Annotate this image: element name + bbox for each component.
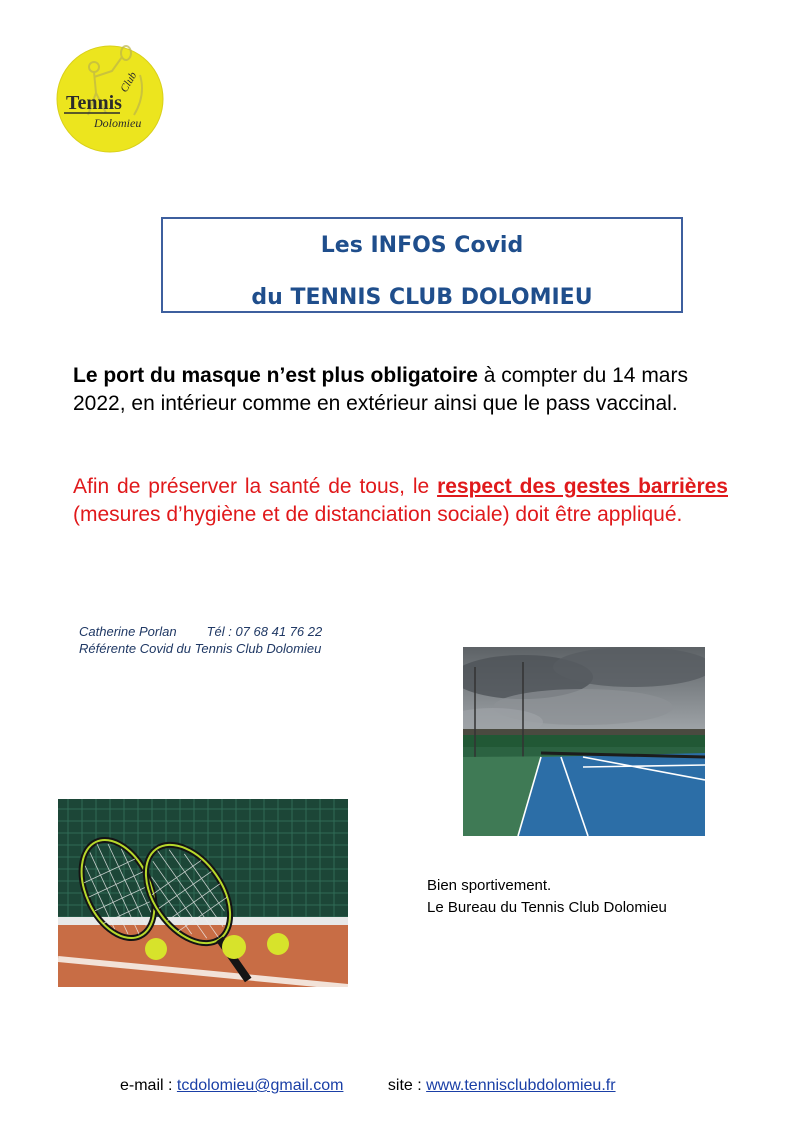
mask-announcement-bold: Le port du masque n’est plus obligatoire [73, 364, 478, 387]
contact-phone: Tél : 07 68 41 76 22 [206, 624, 323, 639]
rackets-and-balls-photo [58, 799, 348, 987]
signoff-line1: Bien sportivement. [427, 877, 552, 894]
club-logo [56, 45, 164, 153]
logo-text-place: Dolomieu [94, 116, 142, 130]
mask-announcement-rest: à compter du 14 mars 2022, en intérieur comme en extérieur ainsi que le pass vaccinal. [73, 364, 688, 415]
covid-contact [79, 623, 322, 657]
signoff [427, 875, 667, 919]
logo-text-main: Tennis [66, 92, 122, 114]
site-label: site : [387, 1077, 427, 1094]
email-link[interactable]: tcdolomieu@gmail.com [176, 1077, 344, 1094]
title-box [161, 217, 683, 313]
website-link[interactable]: www.tennisclubdolomieu.fr [426, 1077, 616, 1094]
mask-announcement [73, 362, 728, 418]
signoff-line2: Le Bureau du Tennis Club Dolomieu [427, 899, 667, 916]
barrier-gestures-notice [73, 473, 728, 529]
page-title-line2: du TENNIS CLUB DOLOMIEU [251, 285, 593, 310]
barrier-notice-rest: (mesures d’hygiène et de distanciation sociale) doit être appliqué. [73, 503, 683, 526]
contact-role: Référente Covid du Tennis Club Dolomieu [79, 641, 322, 656]
tennis-club-logo-icon [56, 45, 164, 153]
contact-name: Catherine Porlan [79, 624, 177, 639]
footer-contact [120, 1077, 616, 1095]
page-title-line1: Les INFOS Covid [320, 233, 524, 258]
barrier-notice-start: Afin de préserver la santé de tous, le [73, 475, 438, 498]
tennis-court-photo [463, 647, 705, 836]
barrier-notice-emphasis: respect des gestes barrières [437, 475, 728, 498]
email-label: e-mail : [120, 1077, 177, 1094]
logo-text-club: Club [118, 69, 140, 95]
